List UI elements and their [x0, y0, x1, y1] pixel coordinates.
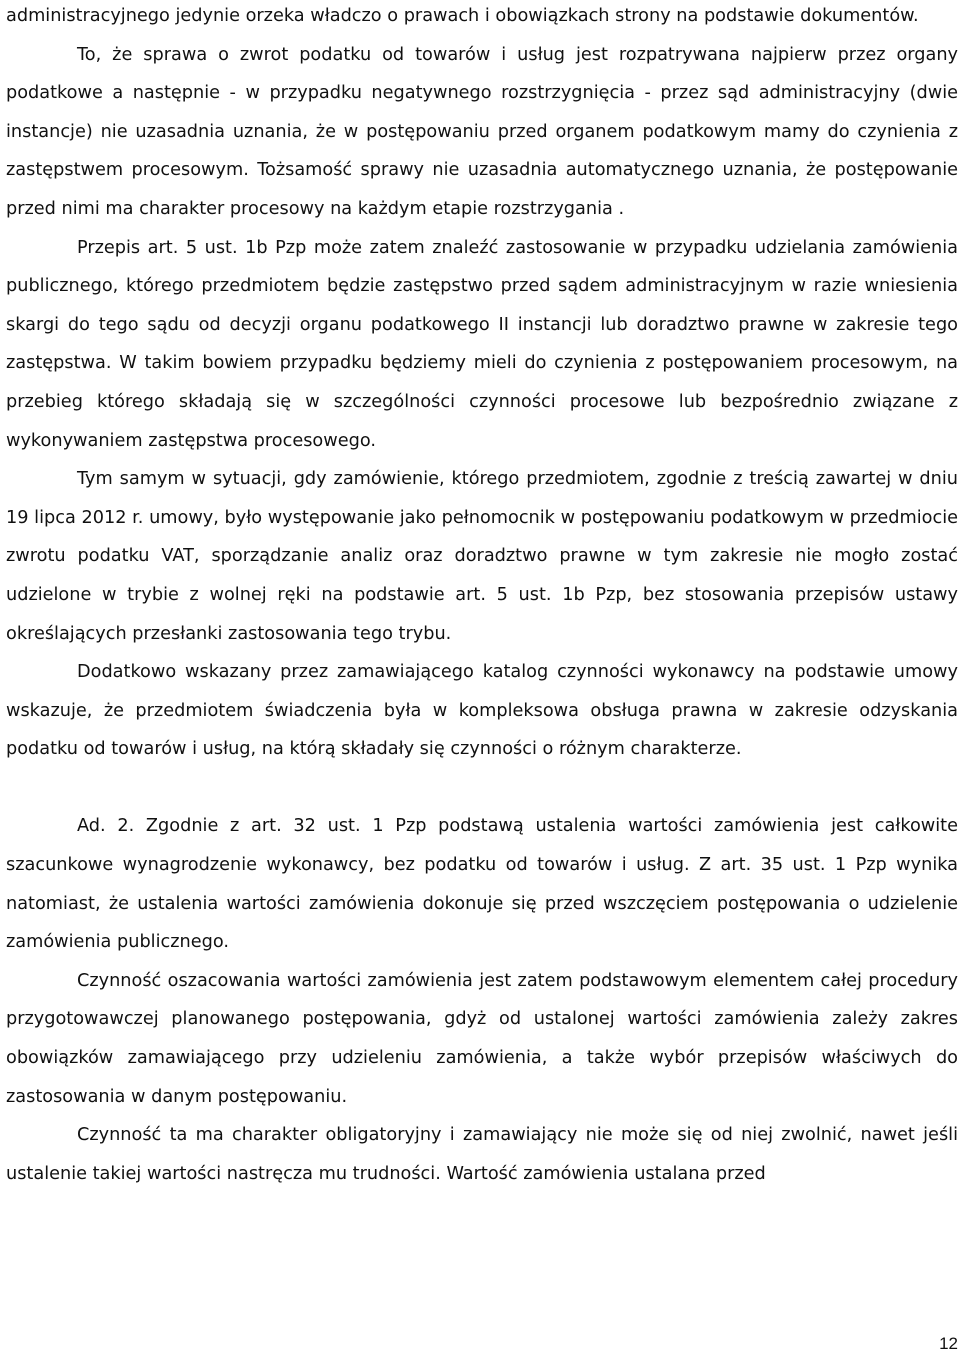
paragraph-art-5: Przepis art. 5 ust. 1b Pzp może zatem znaleźć zastosowanie w przypadku udzielania zamówienia publicznego, którego przedmiotem będzie zastępstwo przed sądem administracyjnym w razie wniesienia skargi do tego sądu od decyzji organu podatkowego II instancji lub doradztwo prawne w zakresie tego zastępstwa. W takim bowiem przypadku będziemy mieli do czynienia z postępowaniem procesowym, na przebieg którego składają się w szczególności czynności procesowe lub bezpośrednio związane z wykonywaniem zastępstwa procesowego.	[6, 237, 958, 451]
paragraph-spacer	[6, 769, 958, 808]
paragraph-obligatory: Czynność ta ma charakter obligatoryjny i zamawiający nie może się od niej zwolnić, nawet jeśli ustalenie takiej wartości nastręcza mu trudności. Wartość zamówienia ustalana przed	[6, 1125, 958, 1184]
paragraph-estimation: Czynność oszacowania wartości zamówienia jest zatem podstawowym elementem całej procedury przygotowawczej planowanego postępowania, gdyż od ustalonej wartości zamówienia zależy zakres obowiązków zamawiającego przy udzieleniu zamówienia, a także wybór przepisów właściwych do zastosowania w danym postępowaniu.	[6, 970, 958, 1107]
paragraph-situation: Tym samym w sytuacji, gdy zamówienie, którego przedmiotem, zgodnie z treścią zawartej w dniu 19 lipca 2012 r. umowy, było występowanie jako pełnomocnik w postępowaniu podatkowym w przedmiocie zwrotu podatku VAT, sporządzanie analiz oraz doradztwo prawne w tym zakresie nie mogło zostać udzielone w trybie z wolnej ręki na podstawie art. 5 ust. 1b Pzp, bez stosowania przepisów ustawy określających przesłanki zastosowania tego trybu.	[6, 469, 958, 644]
document-body	[6, 0, 958, 1193]
paragraph-ad-2: Ad. 2. Zgodnie z art. 32 ust. 1 Pzp podstawą ustalenia wartości zamówienia jest całkowite szacunkowe wynagrodzenie wykonawcy, bez podatku od towarów i usług. Z art. 35 ust. 1 Pzp wynika natomiast, że ustalenia wartości zamówienia dokonuje się przed wszczęciem postępowania o udzielenie zamówienia publicznego.	[6, 816, 958, 953]
paragraph-continuation: administracyjnego jedynie orzeka władczo o prawach i obowiązkach strony na podstawie dokumentów.	[6, 6, 919, 26]
page-number: 12	[939, 1334, 958, 1353]
paragraph-tax-refund: To, że sprawa o zwrot podatku od towarów i usług jest rozpatrywana najpierw przez organy podatkowe a następnie - w przypadku negatywnego rozstrzygnięcia - przez sąd administracyjny (dwie instancje) nie uzasadnia uznania, że w postępowaniu przed organem podatkowym mamy do czynienia z zastępstwem procesowym. Tożsamość sprawy nie uzasadnia automatycznego uznania, że postępowanie przed nimi ma charakter procesowy na każdym etapie rozstrzygania .	[6, 44, 958, 219]
paragraph-catalog: Dodatkowo wskazany przez zamawiającego katalog czynności wykonawcy na podstawie umowy wskazuje, że przedmiotem świadczenia była w kompleksowa obsługa prawna w zakresie odzyskania podatku od towarów i usług, na którą składały się czynności o różnym charakterze.	[6, 662, 958, 760]
